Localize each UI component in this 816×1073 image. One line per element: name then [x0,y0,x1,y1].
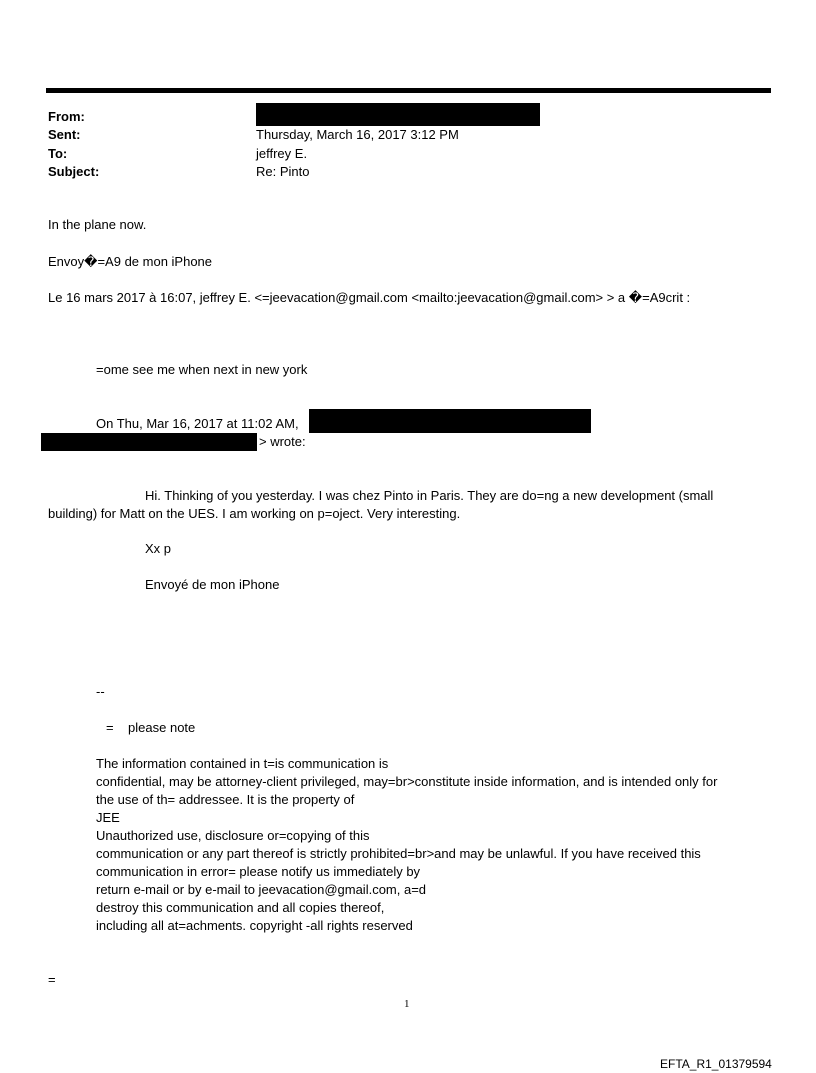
quoted-wrote: > wrote: [259,434,306,449]
quote-signoff: Xx p [145,541,172,556]
body-line-plane: In the plane now. [48,217,147,232]
quoted-line-new-york: =ome see me when next in new york [96,362,308,377]
page-number: 1 [404,998,410,1010]
redaction-sender-email [41,433,257,451]
trailing-equals: = [48,972,56,987]
to-value: jeffrey E. [256,146,308,161]
disclaimer-line-2: confidential, may be attorney-client privileged, may=br>constitute inside information, and is intended only for [96,774,718,789]
subject-value: Re: Pinto [256,164,310,179]
document-id: EFTA_R1_01379594 [660,1057,772,1071]
sent-label: Sent: [48,127,81,142]
redaction-from [256,103,540,126]
to-label: To: [48,146,68,161]
body-line-envoy: Envoy�=A9 de mon iPhone [48,254,213,269]
body-line-attribution: Le 16 mars 2017 à 16:07, jeffrey E. <=jeevacation@gmail.com <mailto:jeevacation@gmail.com> > a �=A9crit : [48,290,691,305]
quote-envoye: Envoyé de mon iPhone [145,577,280,592]
disclaimer-line-9: destroy this communication and all copies thereof, [96,900,385,915]
sent-value: Thursday, March 16, 2017 3:12 PM [256,127,459,142]
disclaimer-line-1: The information contained in t=is communication is [96,756,389,771]
disclaimer-line-4: JEE [96,810,120,825]
disclaimer-line-8: return e-mail or by e-mail to jeevacation@gmail.com, a=d [96,882,427,897]
disclaimer-line-3: the use of th= addressee. It is the property of [96,792,355,807]
header-rule [46,88,771,93]
please-note: = please note [106,720,196,735]
subject-label: Subject: [48,164,100,179]
disclaimer-line-6: communication or any part thereof is strictly prohibited=br>and may be unlawful. If you have received this [96,846,701,861]
from-label: From: [48,109,85,124]
quote-para-line2: building) for Matt on the UES. I am working on p=oject. Very interesting. [48,506,461,521]
disclaimer-line-7: communication in error= please notify us immediately by [96,864,421,879]
signature-dashes: -- [96,684,105,699]
redaction-sender-name [309,409,591,433]
quote-para-line1: Hi. Thinking of you yesterday. I was chez Pinto in Paris. They are do=ng a new development (small [145,488,714,503]
disclaimer-line-10: including all at=achments. copyright -all rights reserved [96,918,413,933]
disclaimer-line-5: Unauthorized use, disclosure or=copying of this [96,828,370,843]
quoted-attribution: On Thu, Mar 16, 2017 at 11:02 AM, [96,416,299,431]
